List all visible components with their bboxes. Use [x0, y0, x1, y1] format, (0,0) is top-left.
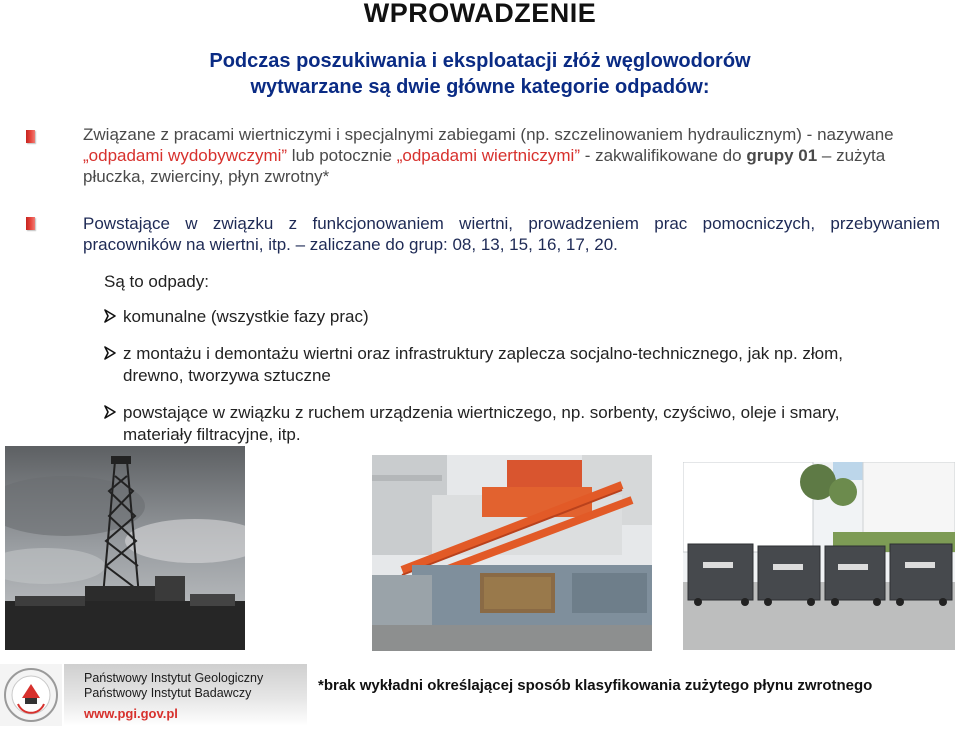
group-01-label: grupy 01 — [746, 146, 818, 165]
list-item: powstające w związku z ruchem urządzenia wiertniczego, np. sorbenty, czyściwo, oleje i smary, materiały filtracyjne, itp. — [123, 403, 840, 444]
paragraph-extraction-waste — [83, 124, 945, 187]
paragraph1-text-4: – zużyta płuczka, zwierciny, płyn zwrotny* — [83, 146, 886, 186]
square-bullet-icon — [26, 130, 35, 143]
list-item: z montażu i demontażu wiertni oraz infrastruktury zaplecza socjalno-technicznego, jak np. złom, drewno, tworzywa sztuczne — [123, 344, 844, 385]
subtitle-line-1: Podczas poszukiwania i eksploatacji złóż węglowodorów — [209, 50, 751, 72]
pgi-logo-icon — [0, 664, 62, 726]
waste-conveyor-photo — [372, 455, 652, 651]
drilling-rig-photo — [5, 446, 245, 650]
paragraph1-text-1: Związane z pracami wiertniczymi i specjalnymi zabiegami (np. szczelinowaniem hydraulicznym) - nazywane — [83, 125, 894, 144]
square-bullet-icon — [26, 217, 35, 230]
list-intro: Są to odpady: — [104, 272, 209, 291]
arrow-bullet-icon — [103, 346, 117, 360]
footnote: *brak wykładni określającej sposób klasyfikowania zużytego płynu zwrotnego — [318, 677, 873, 694]
arrow-bullet-icon — [103, 309, 117, 323]
page-title: WPROWADZENIE — [363, 0, 597, 28]
highlight-drilling-waste: „odpadami wiertniczymi” — [396, 146, 580, 165]
highlight-extraction-waste: „odpadami wydobywczymi” — [83, 146, 288, 165]
arrow-bullet-icon — [103, 405, 117, 419]
list-item: komunalne (wszystkie fazy prac) — [123, 307, 369, 326]
institute-subtitle: Państwowy Instytut Badawczy — [84, 686, 252, 700]
website-link[interactable]: www.pgi.gov.pl — [84, 706, 178, 721]
waste-bins-photo — [683, 462, 955, 650]
paragraph1-text-3: - zakwalifikowane do — [580, 146, 747, 165]
institute-name: Państwowy Instytut Geologiczny — [84, 671, 264, 685]
paragraph1-text-2: lub potocznie — [287, 146, 397, 165]
paragraph-site-waste: Powstające w związku z funkcjonowaniem wiertni, prowadzeniem prac pomocniczych, przebywaniem pracowników na wiertni, itp. – zaliczane do grup: 08, 13, 15, 16, 17, 20. — [83, 214, 940, 254]
subtitle-line-2: wytwarzane są dwie główne kategorie odpadów: — [250, 76, 710, 98]
subtitle — [0, 48, 960, 100]
